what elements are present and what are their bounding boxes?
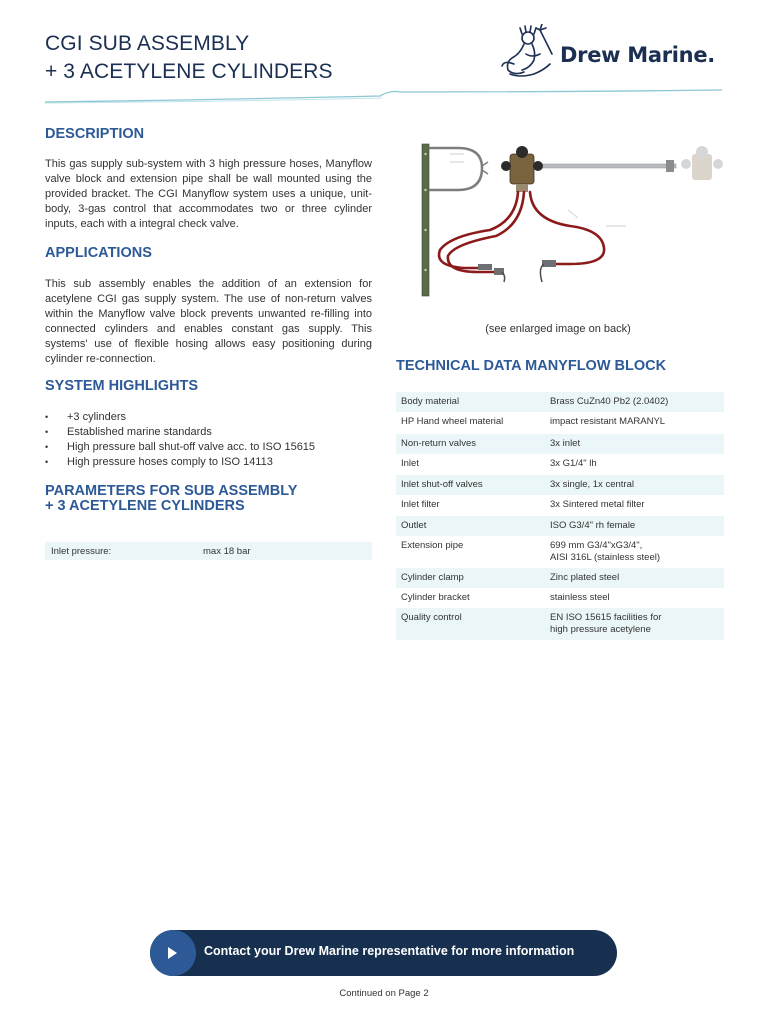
cell-value: 3x G1/4" lh	[550, 458, 597, 469]
highlights-list	[45, 410, 375, 470]
cell-value: 3x inlet	[550, 438, 581, 449]
cell-value	[550, 540, 720, 564]
parameters-heading	[45, 484, 297, 514]
cell-value: ISO G3/4" rh female	[550, 520, 636, 531]
table-row	[396, 608, 724, 640]
table-row	[45, 542, 372, 560]
description-heading: DESCRIPTION	[45, 126, 145, 142]
cell-value-line-1: EN ISO 15615 facilities for	[550, 612, 662, 623]
cell-value-line-2: high pressure acetylene	[550, 624, 651, 635]
table-row	[396, 495, 724, 516]
applications-heading: APPLICATIONS	[45, 245, 152, 261]
table-row	[396, 434, 724, 454]
cell-label: Inlet	[401, 458, 419, 469]
cell-label: Cylinder bracket	[401, 592, 470, 603]
list-item: • +3 cylinders	[45, 410, 375, 425]
param-label: Inlet pressure:	[51, 546, 112, 557]
list-item: • High pressure ball shut-off valve acc. to ISO 15615	[45, 440, 375, 455]
cell-value: Zinc plated steel	[550, 572, 620, 583]
table-row	[396, 475, 724, 495]
cell-label: Quality control	[401, 612, 462, 623]
cell-label: Inlet shut-off valves	[401, 479, 483, 490]
contact-cta-button[interactable]	[150, 930, 617, 976]
highlights-heading: SYSTEM HIGHLIGHTS	[45, 378, 199, 394]
param-value: max 18 bar	[203, 546, 251, 557]
product-illustration	[420, 140, 724, 302]
cell-label: Body material	[401, 396, 460, 407]
table-row	[396, 536, 724, 568]
cell-value	[550, 612, 720, 636]
table-row	[396, 454, 724, 475]
cell-value: 3x single, 1x central	[550, 479, 634, 490]
cta-play-button[interactable]	[150, 930, 196, 976]
play-arrow-icon	[168, 947, 177, 959]
table-row	[396, 412, 724, 434]
neptune-trident-logo-icon	[500, 24, 564, 80]
cell-label: Extension pipe	[401, 540, 464, 551]
applications-text: This sub assembly enables the addition of an extension for acetylene CGI gas supply system. The use of non-return valves within the Manyflow valve block prevents unwanted re-filling into connected cylinders and enables constant gas supply. This systems' use of flexible hosing allows easy positioning during cylinder re-connection.	[45, 278, 372, 365]
title-line-1: CGI SUB ASSEMBLY	[45, 32, 250, 55]
table-row	[396, 568, 724, 588]
cta-text: Contact your Drew Marine representative for more information	[204, 944, 575, 958]
list-item: • High pressure hoses comply to ISO 14113	[45, 455, 375, 470]
drew-marine-logo	[500, 24, 726, 80]
figure-caption: (see enlarged image on back)	[485, 323, 631, 335]
cell-value: impact resistant MARANYL	[550, 416, 666, 427]
cell-label: Cylinder clamp	[401, 572, 464, 583]
cell-value-line-1: 699 mm G3/4"xG3/4",	[550, 540, 643, 551]
logo-text: Drew Marine.	[560, 43, 715, 67]
list-item: • Established marine standards	[45, 425, 375, 440]
cell-value-line-2: AISI 316L (stainless steel)	[550, 552, 661, 563]
title-line-2: + 3 ACETYLENE CYLINDERS	[45, 60, 333, 83]
parameters-heading-line-2: + 3 ACETYLENE CYLINDERS	[45, 498, 245, 514]
cell-value: stainless steel	[550, 592, 610, 603]
header-divider	[0, 86, 768, 110]
cell-label: HP Hand wheel material	[401, 416, 504, 427]
parameters-heading-line-1: PARAMETERS FOR SUB ASSEMBLY	[45, 483, 298, 499]
technical-heading: TECHNICAL DATA MANYFLOW BLOCK	[396, 358, 667, 374]
footer-continued: Continued on Page 2	[339, 988, 429, 999]
table-row	[396, 516, 724, 536]
table-row	[396, 392, 724, 412]
cell-label: Inlet filter	[401, 499, 440, 510]
technical-table	[396, 392, 724, 640]
description-text: This gas supply sub-system with 3 high pressure hoses, Manyflow valve block and extension pipe shall be wall mounted using the provided bracket. The CGI Manyflow system uses a unique, unit-body, 3-gas control that accommodates two or three cylinder inputs, each with a integral check valve.	[45, 158, 372, 230]
cell-label: Non-return valves	[401, 438, 476, 449]
cell-value: 3x Sintered metal filter	[550, 499, 645, 510]
table-row	[396, 588, 724, 608]
page-title	[45, 30, 333, 86]
cell-value: Brass CuZn40 Pb2 (2.0402)	[550, 396, 669, 407]
cell-label: Outlet	[401, 520, 427, 531]
